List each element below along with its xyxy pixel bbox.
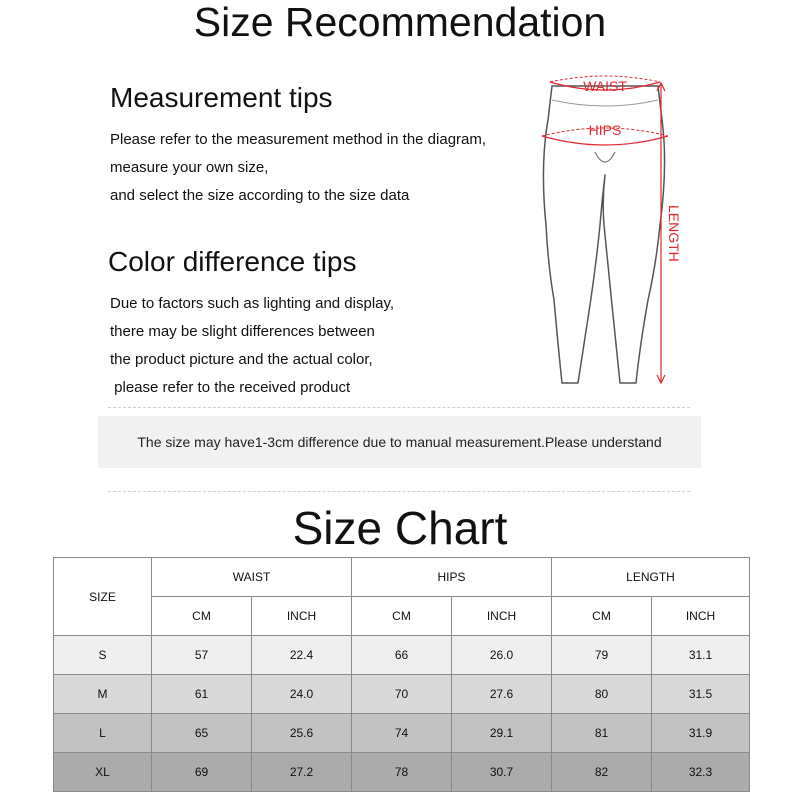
group-header: LENGTH	[552, 558, 750, 597]
value-cell: 24.0	[252, 675, 352, 714]
value-cell: 31.1	[652, 636, 750, 675]
value-cell: 31.5	[652, 675, 750, 714]
measurement-line: and select the size according to the size data	[110, 187, 410, 204]
value-cell: 31.9	[652, 714, 750, 753]
group-header: WAIST	[152, 558, 352, 597]
note-text: The size may have1-3cm difference due to manual measurement.Please understand	[137, 434, 662, 450]
value-cell: 61	[152, 675, 252, 714]
measurement-line: Please refer to the measurement method in the diagram,	[110, 131, 487, 148]
size-chart-table	[53, 557, 750, 792]
value-cell: 66	[352, 636, 452, 675]
value-cell: 27.2	[252, 753, 352, 792]
divider	[108, 407, 690, 408]
unit-header: INCH	[652, 597, 750, 636]
measurement-heading: Measurement tips	[110, 82, 333, 113]
color-line: the product picture and the actual color,	[110, 351, 373, 368]
table-row	[54, 636, 750, 675]
size-cell: M	[54, 675, 152, 714]
table-row	[54, 675, 750, 714]
unit-header: CM	[352, 597, 452, 636]
color-line: there may be slight differences between	[110, 323, 375, 340]
size-cell: L	[54, 714, 152, 753]
color-line: Due to factors such as lighting and display,	[110, 295, 395, 312]
unit-header: INCH	[452, 597, 552, 636]
color-line: please refer to the received product	[110, 379, 351, 396]
measurement-line: measure your own size,	[110, 159, 269, 176]
color-heading: Color difference tips	[108, 246, 357, 277]
group-header: HIPS	[352, 558, 552, 597]
value-cell: 74	[352, 714, 452, 753]
divider	[108, 491, 690, 492]
value-cell: 25.6	[252, 714, 352, 753]
value-cell: 57	[152, 636, 252, 675]
value-cell: 30.7	[452, 753, 552, 792]
value-cell: 69	[152, 753, 252, 792]
unit-header: INCH	[252, 597, 352, 636]
group-header-row	[54, 558, 750, 597]
value-cell: 78	[352, 753, 452, 792]
value-cell: 32.3	[652, 753, 750, 792]
value-cell: 80	[552, 675, 652, 714]
value-cell: 29.1	[452, 714, 552, 753]
chart-title: Size Chart	[292, 502, 508, 554]
value-cell: 26.0	[452, 636, 552, 675]
size-cell: XL	[54, 753, 152, 792]
page-title: Size Recommendation	[193, 0, 607, 45]
value-cell: 79	[552, 636, 652, 675]
waist-label: WAIST	[583, 78, 627, 94]
value-cell: 70	[352, 675, 452, 714]
length-label: LENGTH	[666, 205, 682, 262]
leggings-diagram	[530, 60, 700, 400]
table-row	[54, 714, 750, 753]
table-row	[54, 753, 750, 792]
unit-header-row	[54, 597, 750, 636]
value-cell: 81	[552, 714, 652, 753]
unit-header: CM	[152, 597, 252, 636]
note-box	[98, 416, 701, 468]
size-header: SIZE	[54, 558, 152, 636]
value-cell: 22.4	[252, 636, 352, 675]
hips-label: HIPS	[588, 122, 622, 138]
value-cell: 82	[552, 753, 652, 792]
size-cell: S	[54, 636, 152, 675]
unit-header: CM	[552, 597, 652, 636]
value-cell: 65	[152, 714, 252, 753]
value-cell: 27.6	[452, 675, 552, 714]
